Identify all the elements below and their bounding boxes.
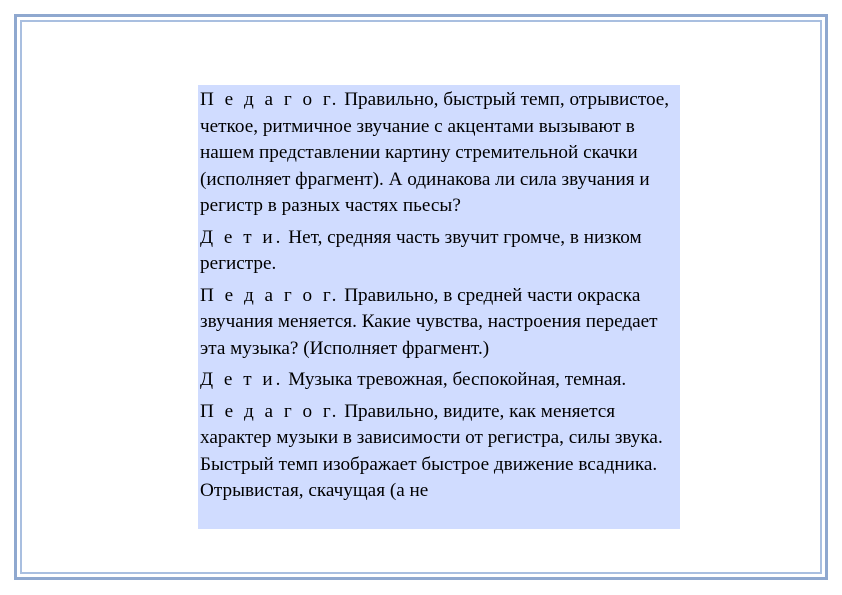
- paragraph-teacher-1: [200, 87, 680, 220]
- speaker-label: П е д а г о г.: [200, 400, 340, 422]
- paragraph-teacher-2: [200, 283, 680, 363]
- paragraph-children-2: [200, 367, 680, 394]
- speaker-label: П е д а г о г.: [200, 89, 340, 110]
- paragraph-children-1: [200, 225, 680, 278]
- dialogue-text-box: [198, 85, 680, 529]
- speaker-label: П е д а г о г.: [200, 284, 340, 306]
- paragraph-teacher-3: [200, 399, 680, 505]
- paragraph-text: Музыка тревожная, беспокойная, темная.: [283, 369, 627, 390]
- paragraph-text: Правильно, видите, как меняется характер музыки в зависимости от регистра, силы звука. Быстрый темп изображает быстрое движение всадника. Отрывистая, скачущая (а не: [200, 400, 663, 501]
- paragraph-text: Правильно, в средней части окраска звучания меняется. Какие чувства, настроения передает эта музыка? (Исполняет фрагмент.): [200, 284, 658, 359]
- paragraph-text: Правильно, быстрый темп, отрывистое, четкое, ритмичное звучание с акцентами вызывают в нашем представлении картину стремительной скачки (исполняет фрагмент). А одинакова ли сила звучания и регистр в разных частях пьесы?: [200, 89, 670, 216]
- speaker-label: Д е т и.: [200, 369, 284, 390]
- paragraph-text: Нет, средняя часть звучит громче, в низком регистре.: [200, 226, 642, 274]
- speaker-label: Д е т и.: [200, 226, 284, 248]
